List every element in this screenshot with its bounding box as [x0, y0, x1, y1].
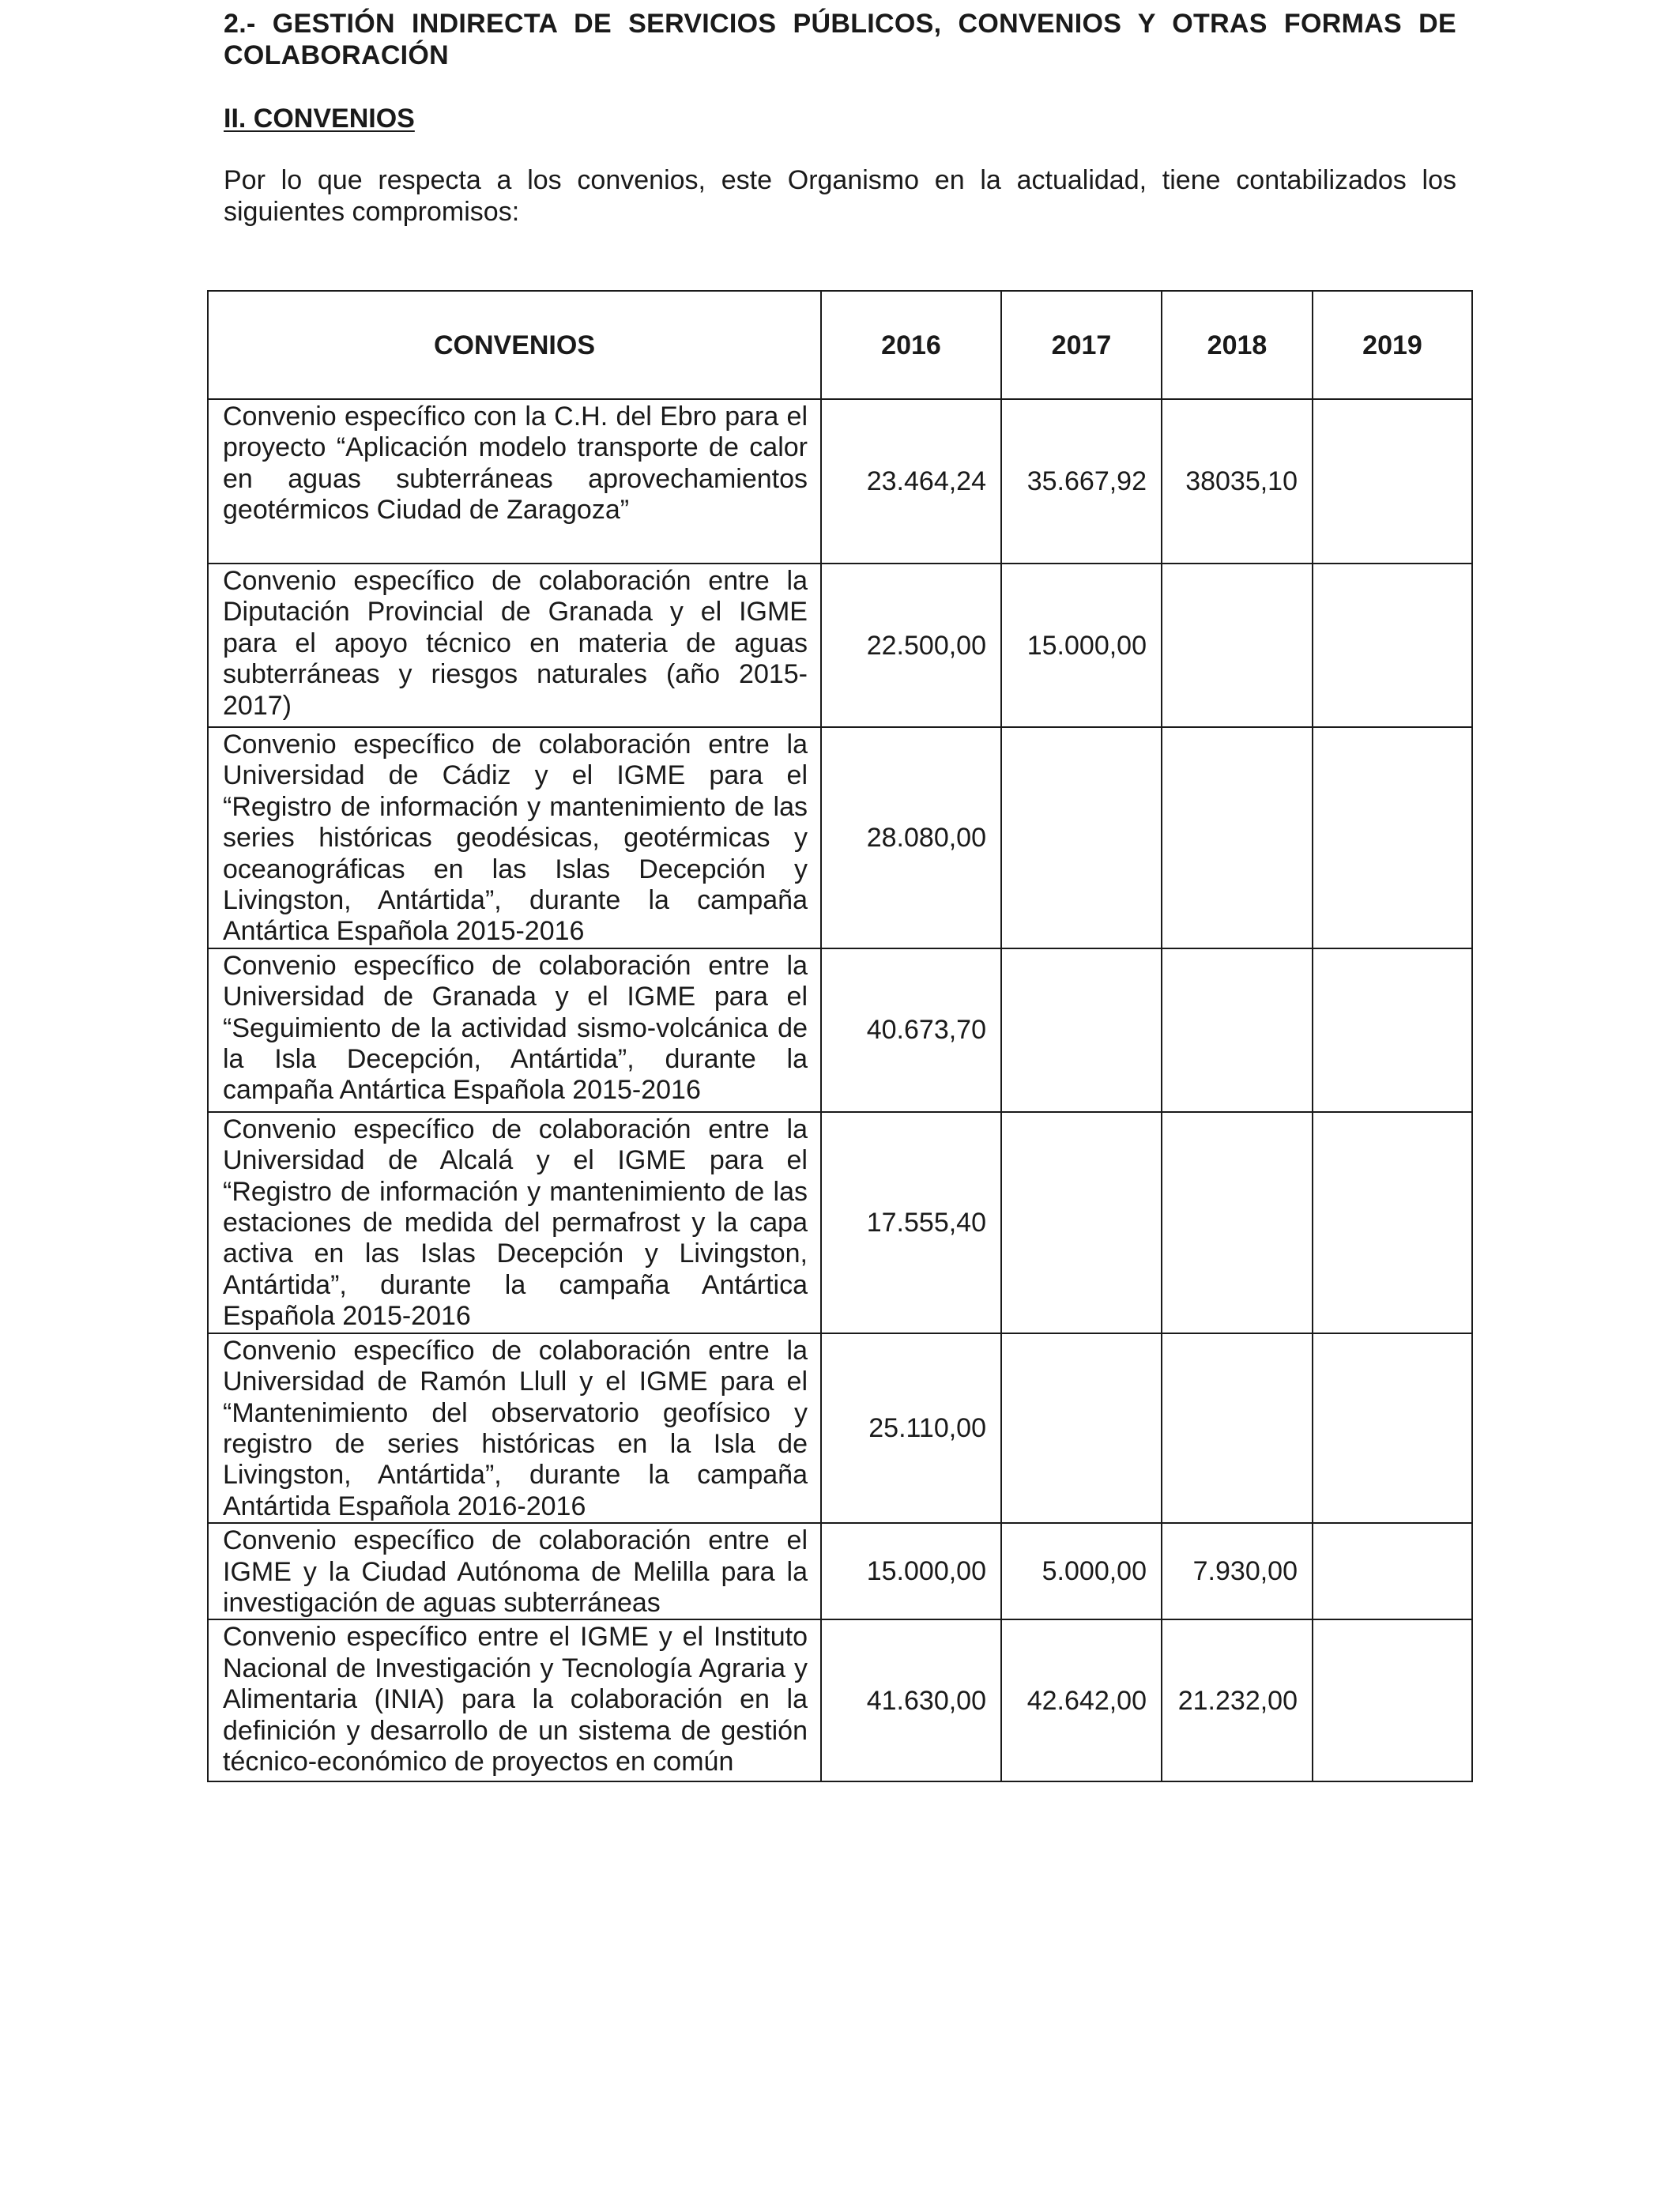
table-row	[208, 1333, 1472, 1523]
table-row	[208, 1523, 1472, 1619]
table-row	[208, 727, 1472, 948]
amount-2018: 21.232,00	[1162, 1619, 1313, 1781]
amount-2019	[1313, 399, 1472, 564]
amount-2018	[1162, 1333, 1313, 1523]
table-row	[208, 1619, 1472, 1781]
convenio-description: Convenio específico de colaboración entre la Universidad de Cádiz y el IGME para el “Registro de información y mantenimiento de las series históricas geodésicas, geotérmicas y oceanográficas en las Islas Decepción y Livingston, Antártida”, durante la campaña Antártica Española 2015-2016	[208, 727, 821, 948]
section-subheading: II. CONVENIOS	[224, 104, 415, 134]
amount-2016: 28.080,00	[821, 727, 1001, 948]
amount-2016: 15.000,00	[821, 1523, 1001, 1619]
convenio-description: Convenio específico de colaboración entre el IGME y la Ciudad Autónoma de Melilla para la investigación de aguas subterráneas	[208, 1523, 821, 1619]
convenio-description: Convenio específico de colaboración entre la Universidad de Alcalá y el IGME para el “Registro de información y mantenimiento de las estaciones de medida del permafrost y la capa activa en las Islas Decepción y Livingston, Antártida”, durante la campaña Antártica Española 2015-2016	[208, 1112, 821, 1333]
table-row	[208, 564, 1472, 727]
amount-2019	[1313, 1333, 1472, 1523]
amount-2016: 22.500,00	[821, 564, 1001, 727]
convenio-description: Convenio específico de colaboración entre la Universidad de Ramón Llull y el IGME para el “Mantenimiento del observatorio geofísico y registro de series históricas en la Isla de Livingston, Antártida”, durante la campaña Antártida Española 2016-2016	[208, 1333, 821, 1523]
convenio-description: Convenio específico de colaboración entre la Universidad de Granada y el IGME para el “Seguimiento de la actividad sismo-volcánica de la Isla Decepción, Antártida”, durante la campaña Antártica Española 2015-2016	[208, 948, 821, 1112]
intro-paragraph: Por lo que respecta a los convenios, este Organismo en la actualidad, tiene contabilizados los siguientes compromisos:	[224, 165, 1456, 227]
amount-2019	[1313, 1523, 1472, 1619]
amount-2018	[1162, 1112, 1313, 1333]
header-2018: 2018	[1162, 291, 1313, 399]
amount-2018: 7.930,00	[1162, 1523, 1313, 1619]
amount-2018	[1162, 727, 1313, 948]
amount-2018	[1162, 564, 1313, 727]
convenio-description: Convenio específico de colaboración entre la Diputación Provincial de Granada y el IGME para el apoyo técnico en materia de aguas subterráneas y riesgos naturales (año 2015-2017)	[208, 564, 821, 727]
amount-2019	[1313, 727, 1472, 948]
amount-2017: 42.642,00	[1001, 1619, 1162, 1781]
amount-2019	[1313, 564, 1472, 727]
amount-2017	[1001, 727, 1162, 948]
amount-2017: 35.667,92	[1001, 399, 1162, 564]
table-row	[208, 948, 1472, 1112]
amount-2019	[1313, 1619, 1472, 1781]
amount-2017	[1001, 1333, 1162, 1523]
amount-2019	[1313, 1112, 1472, 1333]
section-heading: 2.- GESTIÓN INDIRECTA DE SERVICIOS PÚBLICOS, CONVENIOS Y OTRAS FORMAS DE COLABORACIÓN	[224, 9, 1456, 70]
amount-2016: 23.464,24	[821, 399, 1001, 564]
header-convenios: CONVENIOS	[208, 291, 821, 399]
amount-2017: 5.000,00	[1001, 1523, 1162, 1619]
amount-2016: 40.673,70	[821, 948, 1001, 1112]
convenio-description: Convenio específico con la C.H. del Ebro para el proyecto “Aplicación modelo transporte de calor en aguas subterráneas aprovechamientos geotérmicos Ciudad de Zaragoza”	[208, 399, 821, 564]
table-row	[208, 1112, 1472, 1333]
table-header-row	[208, 291, 1472, 399]
amount-2018	[1162, 948, 1313, 1112]
amount-2017: 15.000,00	[1001, 564, 1162, 727]
amount-2016: 25.110,00	[821, 1333, 1001, 1523]
header-2017: 2017	[1001, 291, 1162, 399]
amount-2017	[1001, 948, 1162, 1112]
amount-2016: 17.555,40	[821, 1112, 1001, 1333]
convenios-table	[207, 290, 1473, 1782]
header-2016: 2016	[821, 291, 1001, 399]
amount-2016: 41.630,00	[821, 1619, 1001, 1781]
amount-2019	[1313, 948, 1472, 1112]
convenio-description: Convenio específico entre el IGME y el Instituto Nacional de Investigación y Tecnología Agraria y Alimentaria (INIA) para la colaboración en la definición y desarrollo de un sistema de gestión técnico-económico de proyectos en común	[208, 1619, 821, 1781]
table-row	[208, 399, 1472, 564]
amount-2018: 38035,10	[1162, 399, 1313, 564]
amount-2017	[1001, 1112, 1162, 1333]
header-2019: 2019	[1313, 291, 1472, 399]
